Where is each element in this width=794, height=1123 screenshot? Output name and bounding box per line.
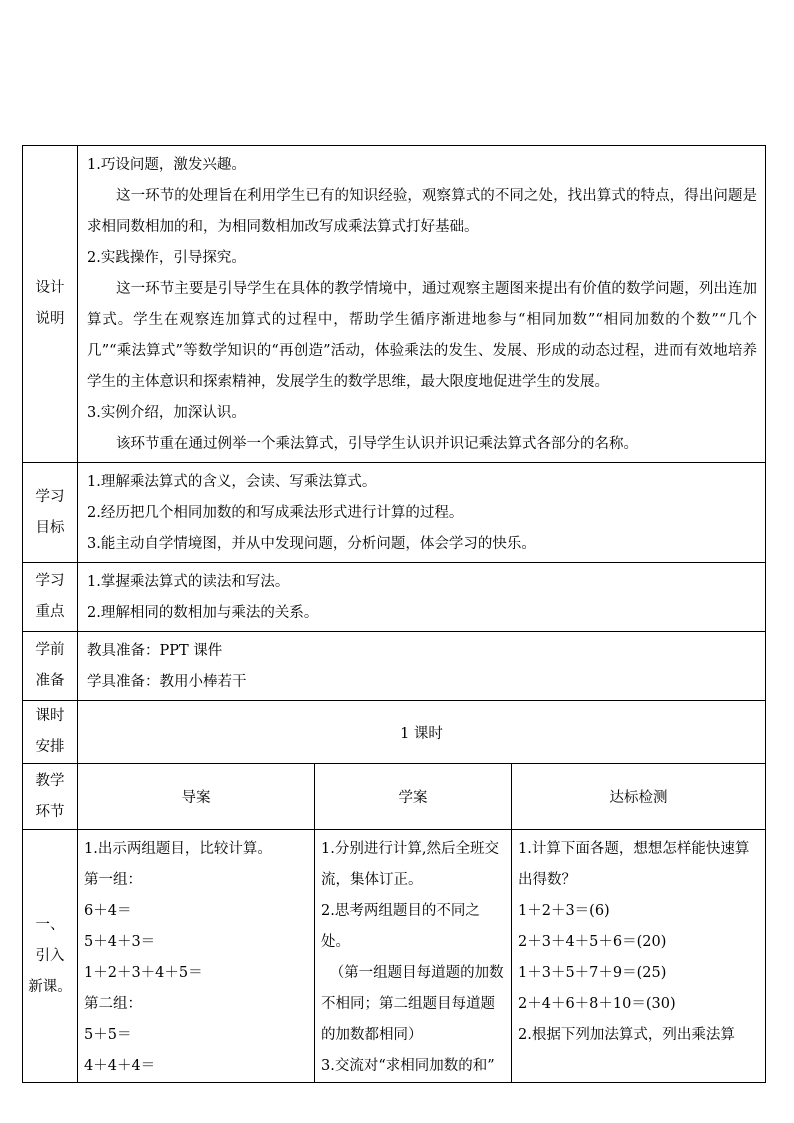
goal-item: 1.理解乘法算式的含义，会读、写乘法算式。 bbox=[87, 474, 377, 490]
prep-row bbox=[23, 632, 766, 701]
study-line: （第一组题目每道题的加数不相同；第二组题目每道题的加数都相同） bbox=[321, 965, 504, 1043]
prep-item: 学具准备：教用小棒若干 bbox=[87, 674, 247, 690]
focus-row bbox=[23, 563, 766, 632]
guide-line: 5＋4＋3＝ bbox=[84, 934, 156, 950]
check-line: 2＋4＋6＋8＋10＝(30) bbox=[518, 996, 676, 1012]
design-item-paragraph: 该环节重在通过例举一个乘法算式，引导学生认识并识记乘法算式各部分的名称。 bbox=[116, 436, 638, 452]
label-line: 安排 bbox=[35, 739, 65, 755]
study-header: 学案 bbox=[315, 764, 512, 830]
intro-row bbox=[23, 830, 766, 1083]
label-line: 教学 bbox=[35, 772, 65, 789]
label-line: 学习 bbox=[35, 488, 65, 505]
design-notes-row bbox=[23, 146, 766, 463]
prep-label bbox=[23, 632, 78, 701]
design-item-heading: 3.实例介绍，加深认识。 bbox=[87, 405, 246, 421]
goals-label bbox=[23, 463, 78, 563]
check-line: 1＋3＋5＋7＋9＝(25) bbox=[518, 965, 667, 981]
goals-content bbox=[78, 463, 766, 563]
design-item-heading: 1.巧设问题，激发兴趣。 bbox=[87, 157, 246, 173]
label-line: 重点 bbox=[35, 604, 65, 620]
focus-content bbox=[78, 563, 766, 632]
intro-label bbox=[23, 830, 78, 1083]
guide-header: 导案 bbox=[78, 764, 315, 830]
label-line: 引入 bbox=[35, 947, 65, 964]
goal-item: 3.能主动自学情境图，并从中发现问题，分析问题，体会学习的快乐。 bbox=[87, 536, 536, 552]
goals-row bbox=[23, 463, 766, 563]
study-line: 2.思考两组题目的不同之处。 bbox=[321, 903, 480, 950]
prep-item: 教具准备：PPT 课件 bbox=[87, 643, 223, 659]
check-line: 2＋3＋4＋5＋6＝(20) bbox=[518, 934, 667, 950]
check-line: 1.计算下面各题，想想怎样能快速算出得数？ bbox=[518, 841, 750, 888]
schedule-row bbox=[23, 701, 766, 764]
guide-line: 1＋2＋3＋4＋5＝ bbox=[84, 965, 203, 981]
intro-guide-content bbox=[78, 830, 315, 1083]
guide-line: 第二组： bbox=[84, 996, 142, 1012]
intro-check-content bbox=[512, 830, 766, 1083]
intro-study-content bbox=[315, 830, 512, 1083]
guide-line: 1.出示两组题目，比较计算。 bbox=[84, 841, 272, 857]
stages-header-row bbox=[23, 764, 766, 830]
check-line: 2.根据下列加法算式，列出乘法算 bbox=[518, 1027, 735, 1043]
design-item-heading: 2.实践操作，引导探究。 bbox=[87, 250, 246, 266]
schedule-value: 1 课时 bbox=[78, 701, 766, 764]
goal-item: 2.经历把几个相同加数的和写成乘法形式进行计算的过程。 bbox=[87, 505, 464, 521]
lesson-plan-table bbox=[22, 145, 766, 1083]
design-item-paragraph: 这一环节的处理旨在利用学生已有的知识经验，观察算式的不同之处，找出算式的特点，得出问题是求相同数相加的和，为相同数相加改写成乘法算式打好基础。 bbox=[87, 188, 758, 235]
check-line: 1＋2＋3＝(6) bbox=[518, 903, 610, 919]
label-line: 新课。 bbox=[28, 978, 72, 995]
design-notes-content bbox=[78, 146, 766, 463]
study-line: 1.分别进行计算,然后全班交流，集体订正。 bbox=[321, 841, 499, 888]
label-line: 目标 bbox=[35, 519, 65, 536]
label-line: 课时 bbox=[35, 708, 65, 724]
label-line: 设计 bbox=[35, 280, 65, 296]
guide-line: 6＋4＝ bbox=[84, 903, 132, 919]
label-line: 说明 bbox=[35, 311, 65, 327]
focus-label bbox=[23, 563, 78, 632]
design-item-paragraph: 这一环节主要是引导学生在具体的教学情境中，通过观察主题图来提出有价值的数学问题，列出连加算式。学生在观察连加算式的过程中，帮助学生循序渐进地参与“相同加数”“相同加数的个数”“几个几”“乘法算式”等数学知识的“再创造”活动，体验乘法的发生、发展、形成的动态过程，进而有效地培养学生的主体意识和探索精神，发展学生的数学思维，最大限度地促进学生的发展。 bbox=[87, 281, 758, 390]
guide-line: 4＋4＋4＝ bbox=[84, 1058, 156, 1074]
design-notes-label bbox=[23, 146, 78, 463]
guide-line: 第一组： bbox=[84, 872, 142, 888]
label-line: 环节 bbox=[35, 803, 65, 820]
prep-content bbox=[78, 632, 766, 701]
label-line: 学前 bbox=[35, 642, 65, 658]
focus-item: 2.理解相同的数相加与乘法的关系。 bbox=[87, 605, 319, 621]
label-line: 一、 bbox=[35, 916, 65, 933]
focus-item: 1.掌握乘法算式的读法和写法。 bbox=[87, 574, 290, 590]
schedule-label bbox=[23, 701, 78, 764]
check-header: 达标检测 bbox=[512, 764, 766, 830]
label-line: 学习 bbox=[35, 573, 65, 589]
study-line: 3.交流对“求相同加数的和” bbox=[321, 1058, 495, 1074]
stages-label bbox=[23, 764, 78, 830]
guide-line: 5＋5＝ bbox=[84, 1027, 132, 1043]
label-line: 准备 bbox=[35, 673, 65, 689]
